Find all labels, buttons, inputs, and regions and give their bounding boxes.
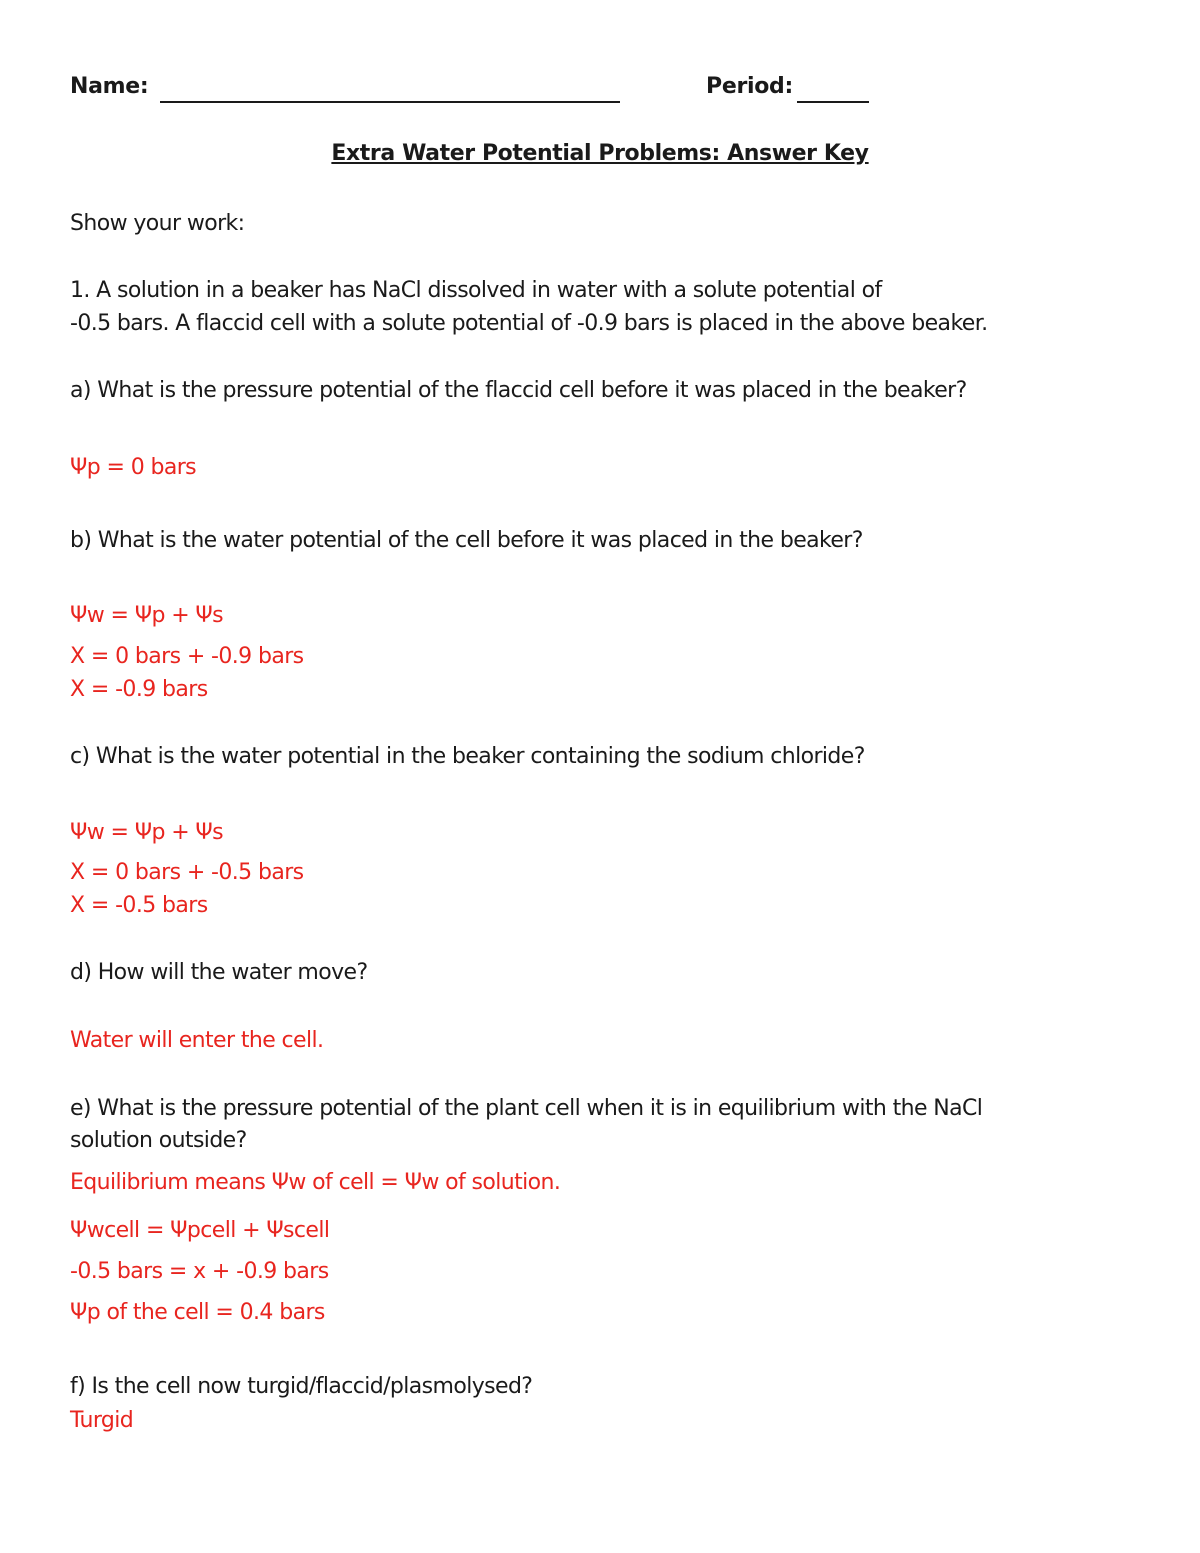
question-e-line-2: solution outside? — [70, 1128, 247, 1153]
answer-b-line: X = 0 bars + -0.9 bars — [70, 644, 304, 669]
period-blank-line — [797, 101, 869, 103]
answer-b-line: X = -0.9 bars — [70, 677, 208, 702]
answer-b-line: Ψw = Ψp + Ψs — [70, 603, 224, 628]
question-f: f) Is the cell now turgid/flaccid/plasmolysed? — [70, 1374, 533, 1399]
answer-e-line: Equilibrium means Ψw of cell = Ψw of solution. — [70, 1170, 561, 1195]
answer-d-line: Water will enter the cell. — [70, 1028, 324, 1053]
question-e-line-1: e) What is the pressure potential of the plant cell when it is in equilibrium with the NaCl — [70, 1096, 983, 1121]
page-title: Extra Water Potential Problems: Answer Key — [331, 141, 869, 166]
answer-e-line: -0.5 bars = x + -0.9 bars — [70, 1259, 329, 1284]
answer-f-line: Turgid — [70, 1408, 134, 1433]
name-blank-line — [160, 101, 620, 103]
problem-statement-line-2: -0.5 bars. A flaccid cell with a solute potential of -0.9 bars is placed in the above beaker. — [70, 311, 988, 336]
question-c: c) What is the water potential in the beaker containing the sodium chloride? — [70, 744, 865, 769]
problem-statement-line-1: 1. A solution in a beaker has NaCl dissolved in water with a solute potential of — [70, 278, 882, 303]
answer-e-line: Ψwcell = Ψpcell + Ψscell — [70, 1218, 330, 1243]
answer-c-line: X = -0.5 bars — [70, 893, 208, 918]
question-d: d) How will the water move? — [70, 960, 368, 985]
period-label: Period: — [706, 74, 793, 99]
name-label: Name: — [70, 74, 149, 99]
instructions: Show your work: — [70, 211, 245, 236]
answer-c-line: Ψw = Ψp + Ψs — [70, 820, 224, 845]
answer-c-line: X = 0 bars + -0.5 bars — [70, 860, 304, 885]
answer-e-line: Ψp of the cell = 0.4 bars — [70, 1300, 325, 1325]
question-b: b) What is the water potential of the cell before it was placed in the beaker? — [70, 528, 863, 553]
question-a: a) What is the pressure potential of the flaccid cell before it was placed in the beaker? — [70, 378, 967, 403]
answer-a-line: Ψp = 0 bars — [70, 455, 197, 480]
